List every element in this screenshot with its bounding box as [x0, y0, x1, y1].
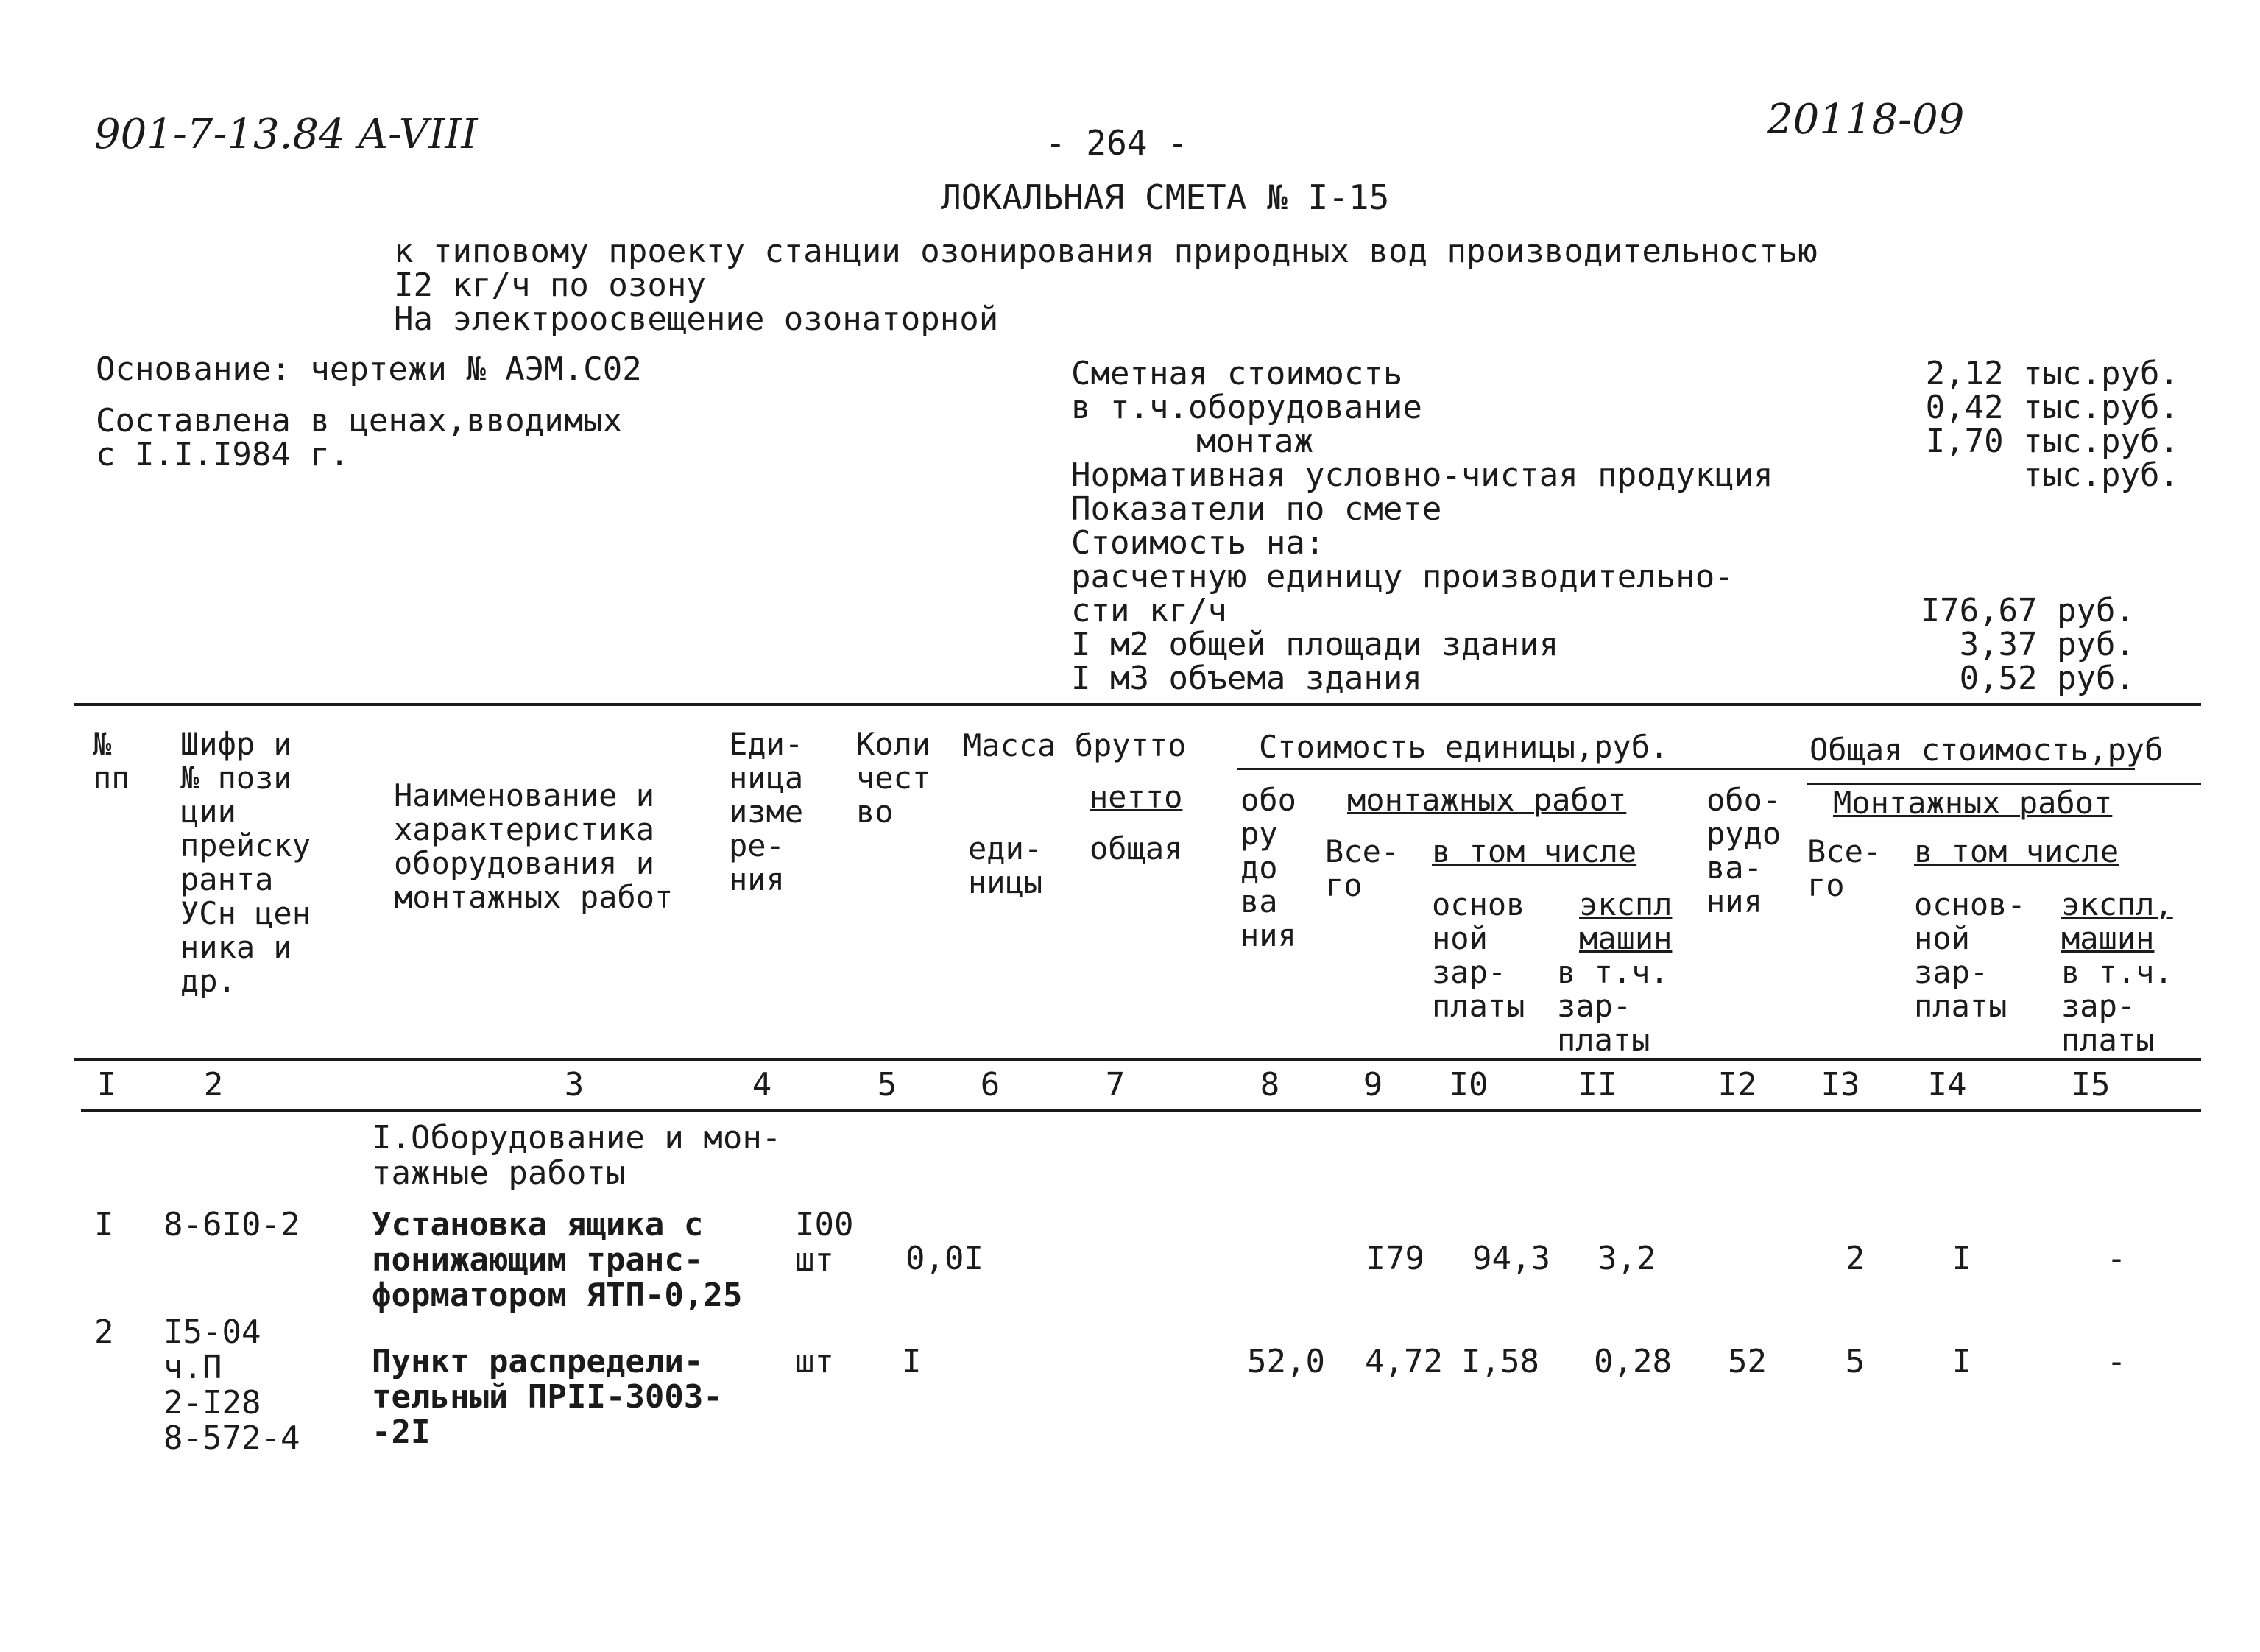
row-unit: I00 шт: [795, 1206, 854, 1279]
unit-cost-rule: [1237, 768, 2135, 770]
row-machines-sum: -: [2106, 1240, 2127, 1277]
normative-value: тыс.руб.: [2023, 456, 2179, 494]
header-equipment-2: обо- рудо ва- ния: [1706, 782, 1781, 919]
equipment-value: 0,42 тыс.руб.: [1925, 389, 2179, 426]
cost-per-label: Стоимость на:: [1071, 524, 1325, 562]
column-number: 8: [1260, 1066, 1280, 1104]
row-equipment-total: 52: [1728, 1343, 1767, 1380]
column-numbers-rule: [81, 1109, 2201, 1112]
row-unit: шт: [795, 1343, 834, 1380]
header-machines-wage-2: в т.ч. зар- платы: [2061, 954, 2173, 1058]
header-row-number: № пп: [93, 726, 130, 796]
m3-label: I м3 объема здания: [1071, 660, 1422, 697]
row-install-total: I79: [1366, 1240, 1424, 1277]
unit-value: I76,67 руб.: [1920, 592, 2135, 629]
row-number: I: [94, 1206, 114, 1243]
column-number: 3: [564, 1066, 585, 1104]
column-number: II: [1578, 1066, 1617, 1104]
column-number: I4: [1927, 1066, 1967, 1104]
row-machines-sum: -: [2106, 1343, 2127, 1380]
row-equipment-cost: 52,0: [1247, 1343, 1325, 1380]
unit-label-1: расчетную единицу производительно-: [1071, 558, 1734, 596]
column-number: 7: [1105, 1066, 1126, 1104]
basis-prices-line-1: Составлена в ценах,вводимых: [96, 402, 623, 440]
row-quantity: 0,0I: [905, 1240, 984, 1277]
estimated-cost-value: 2,12 тыс.руб.: [1925, 355, 2179, 392]
header-install-total: Все- го: [1325, 833, 1400, 903]
row-install-sum: 2: [1845, 1240, 1865, 1277]
row-name: Пункт распредели- тельный ПРII-3003- -2I: [372, 1343, 723, 1451]
row-machines: 0,28: [1594, 1343, 1672, 1380]
header-unit-cost: Стоимость единицы,руб.: [1259, 729, 1669, 765]
column-number: I3: [1821, 1066, 1860, 1104]
header-installation-works: монтажных работ: [1347, 782, 1627, 818]
installation-value: I,70 тыс.руб.: [1925, 423, 2179, 460]
header-mass: Масса брутто: [963, 727, 1187, 763]
indicators-label: Показатели по смете: [1071, 490, 1442, 528]
column-number: 6: [980, 1066, 1000, 1104]
header-base-wage: основ ной зар- платы: [1432, 886, 1525, 1024]
row-base-wage-sum: I: [1952, 1240, 1972, 1277]
page-number: - 264 -: [1045, 123, 1188, 163]
header-install-total-2: Все- го: [1807, 833, 1882, 903]
column-number: 4: [752, 1066, 772, 1104]
row-base-wage-sum: I: [1952, 1343, 1972, 1380]
row-base-wage: 94,3: [1472, 1240, 1550, 1277]
header-equipment: обо ру до ва ния: [1240, 782, 1296, 953]
row-quantity: I: [902, 1343, 922, 1380]
row-code: 8-6I0-2: [163, 1206, 300, 1243]
basis-foundation: Основание: чертежи № АЭМ.С02: [96, 350, 642, 388]
row-name: Установка ящика с понижающим транс- форматором ЯТП-0,25: [372, 1206, 743, 1314]
section-title: I.Оборудование и мон- тажные работы: [372, 1119, 782, 1192]
header-bottom-rule: [74, 1058, 2201, 1061]
header-machines-wage: в т.ч. зар- платы: [1557, 954, 1669, 1058]
m3-value: 0,52 руб.: [1959, 660, 2135, 697]
header-including-2: в том числе: [1914, 833, 2119, 869]
column-number: 9: [1363, 1066, 1383, 1104]
header-name: Наименование и характеристика оборудования и монтажных работ: [394, 777, 674, 915]
subtitle-line-3: На электроосвещение озонаторной: [394, 300, 999, 338]
row-base-wage: I,58: [1461, 1343, 1539, 1380]
header-unit: Еди- ница изме ре- ния: [729, 726, 804, 897]
header-installation-works-2: Монтажных работ: [1833, 785, 2113, 821]
header-base-wage-2: основ- ной зар- платы: [1914, 886, 2026, 1024]
table-top-rule: [74, 703, 2201, 706]
unit-label-2: сти кг/ч: [1071, 592, 1227, 629]
header-mass-unit: еди- ницы: [968, 830, 1043, 900]
installation-label: монтаж: [1196, 423, 1313, 460]
m2-label: I м2 общей площади здания: [1071, 626, 1559, 663]
subtitle-line-1: к типовому проекту станции озонирования природных вод производительностью: [394, 233, 1818, 270]
basis-prices-line-2: с I.I.I984 г.: [96, 436, 350, 473]
row-number: 2: [94, 1313, 114, 1351]
column-number: I5: [2071, 1066, 2111, 1104]
column-number: 2: [203, 1066, 224, 1104]
subtitle-line-2: I2 кг/ч по озону: [394, 266, 706, 304]
estimated-cost-label: Сметная стоимость: [1071, 355, 1403, 392]
column-number: I: [96, 1066, 117, 1104]
handwritten-designation: 901-7-13.84 A-VIII: [94, 110, 478, 158]
page-title: ЛОКАЛЬНАЯ СМЕТА № I-15: [941, 177, 1390, 217]
handwritten-number: 20118-09: [1767, 96, 1965, 144]
header-machines: экспл машин: [1579, 886, 1673, 956]
column-number: I2: [1717, 1066, 1757, 1104]
header-mass-total: общая: [1090, 830, 1183, 866]
header-mass-net: нетто: [1090, 779, 1183, 815]
header-including: в том числе: [1432, 833, 1637, 869]
column-number: I0: [1449, 1066, 1489, 1104]
header-machines-2: экспл, машин: [2061, 886, 2173, 956]
row-machines: 3,2: [1597, 1240, 1656, 1277]
normative-label: Нормативная условно-чистая продукция: [1071, 456, 1773, 494]
m2-value: 3,37 руб.: [1959, 626, 2135, 663]
row-code: I5-04 ч.П 2-I28 8-572-4: [163, 1313, 300, 1457]
header-quantity: Коли чест во: [856, 726, 931, 830]
equipment-label: в т.ч.оборудование: [1071, 389, 1422, 426]
row-install-total: 4,72: [1365, 1343, 1443, 1380]
header-total-cost: Общая стоимость,руб: [1809, 732, 2164, 768]
row-install-sum: 5: [1845, 1343, 1865, 1380]
column-number: 5: [877, 1066, 897, 1104]
header-code: Шифр и № пози ции прейску ранта УСн цен ника и др.: [180, 726, 311, 999]
